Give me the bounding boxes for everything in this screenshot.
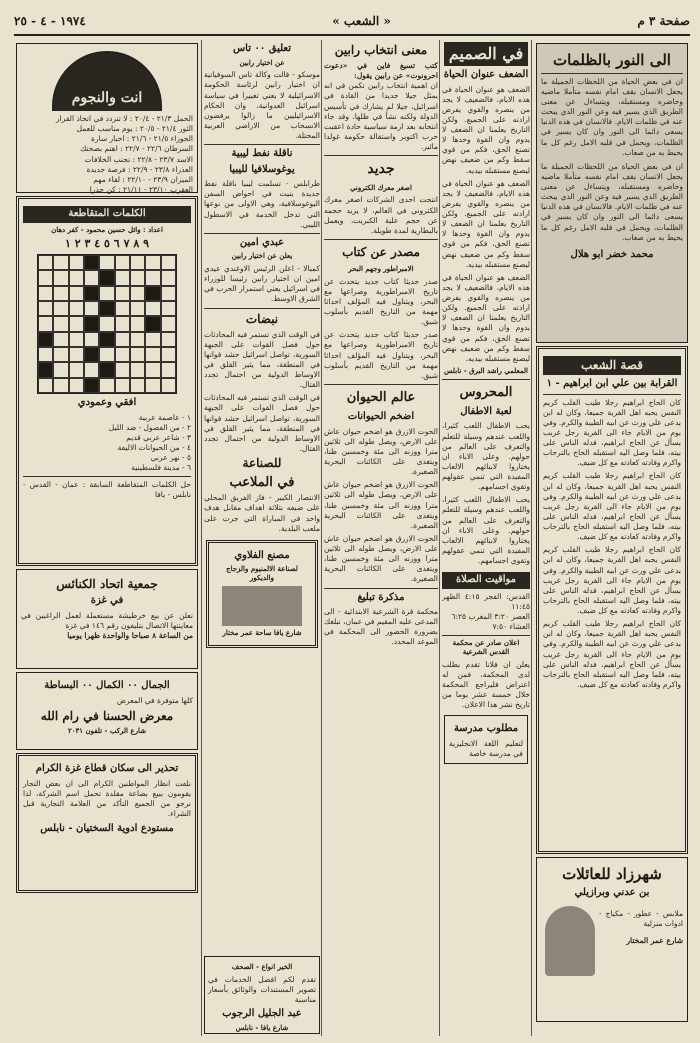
oil-tanker-subhead: يوغوسلافيا لليبيا <box>229 163 295 175</box>
crossword-cell <box>161 378 176 393</box>
crossword-cell <box>53 270 68 285</box>
crossword-cell <box>38 378 53 393</box>
crossword-cell <box>145 378 160 393</box>
story-body-cont: كان الحاج ابراهيم رجلا طيب القلب كريم النفس يحبه اهل القرية جميعا، وكان له ابن يدعى علي ورث عن ابيه الطيبة والكرم. وفي يوم من الايام جاء الى القرية رجل غريب يسأل عن الحاج ابراهيم، فدله الناس على بيته، فلما وصل اليه استقبله الحاج بالترحاب واكرم وفادته كعادته مع كل ضيف. <box>543 471 681 542</box>
crossword-banner: الكلمات المتقاطعة <box>23 206 191 223</box>
ad-subtitle: بن عدني وبرازيلي <box>574 886 650 898</box>
assoc-city: في غزة <box>90 595 124 606</box>
notice-title: اعلان صادر عن محكمة القدس الشرعية <box>452 638 520 656</box>
story-section-banner: قصة الشعب <box>543 356 681 375</box>
crossword-cell <box>38 286 53 301</box>
warning-signature: مستودع ادوية السختيان - نابلس <box>40 823 174 834</box>
story-body-cont: كان الحاج ابراهيم رجلا طيب القلب كريم النفس يحبه اهل القرية جميعا، وكان له ابن يدعى علي ورث عن ابيه الطيبة والكرم. وفي يوم من الايام جاء الى القرية رجل غريب يسأل عن الحاج ابراهيم، فدله الناس على بيته، فلما وصل اليه استقبله الحاج بالترحاب واكرم وفادته كعادته مع كل ضيف. <box>543 545 681 615</box>
crossword-cell <box>38 316 53 331</box>
crossword-cell <box>130 316 145 331</box>
crossword-cell <box>53 347 68 362</box>
memo-body: محكمة قرة الشرعية الابتدائية - الى المدعى عليه المقيم في عمان، نبلغك بضرورة الحضور الى المحكمة في الموعد المحدد. <box>324 607 438 647</box>
crossword-cell <box>161 301 176 316</box>
kids-body-cont: يحب الاطفال اللعب كثيرا، واللعب عندهم وسيلة للتعلم والتعرف على العالم من حولهم. وعلى الاباء ان يختاروا لابنائهم الالعاب المفيدة التي تنمي عقولهم وتقوي اجسامهم. <box>442 495 530 565</box>
ad-items: ملابس - عطور - مكياج - ادوات منزلية <box>599 909 683 929</box>
wanted-body: لتعليم اللغة الانجليزية في مدرسة خاصة <box>449 738 523 758</box>
warning-body: نلفت انظار المواطنين الكرام الى ان بعض التجار يقومون ببيع بضاعة مقلدة تحمل اسم الشركة، لذا نرجو من الجميع التأكد من العلامة التجارية قبل الشراء. <box>23 778 191 818</box>
crossword-cell <box>84 378 99 393</box>
story-title: القرابة بين علي ابن ابراهيم - ١ <box>546 378 678 389</box>
ad-address: شارع عمر المختار <box>626 935 683 945</box>
section-logo: في الصميم <box>444 42 528 66</box>
news-body-cont: في الوقت الذي تستمر فيه المحادثات حول فصل القوات على الجبهة السورية، تواصل اسرائيل حشد قواتها في المنطقة، مما يثير القلق في الاوساط الدولية من احتمال تجدد القتال. <box>204 393 320 453</box>
crossword-cell <box>115 255 130 270</box>
beauty-ad <box>16 672 198 750</box>
crossword-clue: ٦ - مدينة فلسطينية <box>131 463 191 473</box>
masthead <box>14 8 690 36</box>
amin-subhead: يعلن عن اختيار رابين <box>231 251 293 261</box>
column4-title: تعليق ٠٠ تاس <box>232 43 292 54</box>
prayer-time: القدس: الفجر ٤:١٥ الظهر ١١:٤٥ <box>442 591 530 611</box>
book-logo: مصدر عن كتاب <box>342 244 420 259</box>
feature-body-cont: ان في بعض الحياة من اللحظات الجميلة ما يجعل الانسان يقف امام نفسه متأملا ماضيه وحاضره ومستقبله، ويتساءل عن معنى الطريق الذي يسير فيه وعن النور الذي يبحث عنه في ظلمات الايام. فالانسان في هذه الدنيا يسعى دائما الى النور وان كان يسير في الظلمات، ويحمل في قلبه الامل رغم كل ما يحيط به من صعاب. <box>541 161 683 242</box>
bottom-ad-body: تقدم لكم افضل الخدمات في تصوير المستندات والوثائق بأسعار مناسبة <box>208 974 316 1004</box>
crossword-cell <box>145 347 160 362</box>
crossword-solution: حل الكلمات المتقاطعة السابقة : عمان - القدس - نابلس - يافا <box>23 480 191 500</box>
newspaper-page <box>14 8 690 1036</box>
wanted-title: مطلوب مدرسة <box>453 723 519 735</box>
crossword-cell <box>53 286 68 301</box>
horoscope-sign: الجوزاء ٢١/٥ - ٢١/٦ : اخبار سارة <box>91 134 193 144</box>
animals-body-cont: الحوت الازرق هو اضخم حيوان عاش على الارض، ويصل طوله الى ثلاثين مترا ووزنه الى مئة وخمسين طنا، ويتغذى على الكائنات البحرية الصغيرة. <box>324 533 438 584</box>
crossword-cell <box>84 270 99 285</box>
news-title: نبضات <box>245 311 279 326</box>
crossword-cell <box>69 332 84 347</box>
crossword-cell <box>69 301 84 316</box>
column-rule <box>439 40 440 1036</box>
column-rule <box>201 40 202 1036</box>
crossword-cell <box>53 378 68 393</box>
beauty-address: شارع الركب - تلفون ٢٠٣١ <box>68 725 146 735</box>
animals-body-cont: الحوت الازرق هو اضخم حيوان عاش على الارض، ويصل طوله الى ثلاثين مترا ووزنه الى مئة وخمسين طنا، ويتغذى على الكائنات البحرية الصغيرة. <box>324 480 438 530</box>
churches-ad <box>16 569 198 669</box>
horoscope-sign: الاسد ٢٣/٧ - ٢٢/٨ : تجنب الخلافات <box>84 154 193 164</box>
crossword-box <box>16 196 198 566</box>
crossword-cell <box>69 316 84 331</box>
story-box <box>536 346 688 854</box>
crossword-clue: ٤ - من الحيوانات الاليفة <box>117 442 191 452</box>
crossword-cell <box>145 316 160 331</box>
crossword-cell <box>130 378 145 393</box>
crossword-clue: ٢ - من الفصول - ضد الليل <box>108 422 191 432</box>
column2-title: الضعف عنوان الحياة <box>443 69 529 80</box>
crossword-cell <box>69 378 84 393</box>
column-4 <box>204 40 320 1036</box>
story-body-cont: كان الحاج ابراهيم رجلا طيب القلب كريم النفس يحبه اهل القرية جميعا، وكان له ابن يدعى علي ورث عن ابيه الطيبة والكرم. وفي يوم من الايام جاء الى القرية رجل غريب يسأل عن الحاج ابراهيم، فدله الناس على بيته، فلما وصل اليه استقبله الحاج بالترحاب واكرم وفادته كعادته مع كل ضيف. <box>543 619 681 689</box>
column2-body: الضعف هو عنوان الحياة في هذه الايام، فالضعيف لا يجد من ينصره والقوي يفرض ارادته على الجميع. ولكن التاريخ يعلمنا ان الضعف لا يدوم وان القوة وحدها لا تصنع الحق، فكم من قوي سقط وكم من ضعيف نهض ليصنع مستقبله بيديه. <box>442 84 530 175</box>
crossword-cell <box>115 270 130 285</box>
crossword-cell <box>84 362 99 377</box>
crossword-author: اعداد : وائل حسين محمود - كفر دهان <box>51 224 163 234</box>
ad-title: شهرزاد للعائلات <box>562 865 662 883</box>
notice-body: يعلن ان فلانا تقدم بطلب لدى المحكمة، فمن له اعتراض فليراجع المحكمة خلال خمسة عشر يوما من تاريخ نشر هذا الاعلان. <box>442 659 530 710</box>
memo-title: مذكرة تبليغ <box>357 591 405 603</box>
crossword-cell <box>38 270 53 285</box>
factory-address: شارع يافا ساحة عمر مختار <box>222 627 302 637</box>
wanted-ad <box>444 715 528 764</box>
crossword-cell <box>84 255 99 270</box>
crossword-cell <box>161 316 176 331</box>
crossword-cell <box>115 347 130 362</box>
new-body: انتجت احدى الشركات اصغر معرك الكتروني في العالم، لا يزيد حجمه عن حجم علبة الكبريت، ويعمل بالبطارية لمدة طويلة. <box>324 195 438 235</box>
crossword-cell <box>115 301 130 316</box>
model-photo <box>545 906 595 976</box>
beauty-name: معرض الحسنا في رام الله <box>40 708 174 723</box>
crossword-cell <box>115 286 130 301</box>
crossword-cell <box>99 316 114 331</box>
crossword-cell <box>115 378 130 393</box>
book-title: الامبراطور وجهم البحر <box>348 263 414 273</box>
animals-body: الحوت الازرق هو اضخم حيوان عاش على الارض، ويصل طوله الى ثلاثين مترا ووزنه الى مئة وخمسين طنا، ويتغذى على الكائنات البحرية الصغيرة. <box>324 426 438 477</box>
assoc-body: تعلن عن بيع خرطيشة مستعملة لعمل الراغبين في معاينتها الاتصال بتليفون رقم ١٤٦ في غزة <box>21 610 193 630</box>
crossword-cell <box>115 332 130 347</box>
crossword-clue: ١ - عاصمة عربية <box>138 412 191 422</box>
new-logo: جديد <box>367 161 395 178</box>
prayer-banner: مواقيت الصلاة <box>442 572 530 589</box>
feature-byline: محمد خضر ابو هلال <box>570 248 654 260</box>
crossword-grid <box>37 254 177 394</box>
crossword-clue: ٥ - نهر عربي <box>150 453 191 462</box>
factory-ad <box>206 540 318 648</box>
plays-body: الانتصار الكبير - فاز الفريق المحلي على ضيفه بثلاثة اهداف مقابل هدف واحد في المباراة التي جرت على ملعب البلدية. <box>204 493 320 533</box>
crossword-cell <box>69 347 84 362</box>
issue-date: ١٩٧٤ - ٤ - ٢٥ <box>14 13 86 28</box>
column3-subtitle: كتب تسيغ فاين في «دعوت احرونوت» عن رابين يقول: <box>324 61 438 81</box>
assoc-title: جمعية اتحاد الكنائس <box>56 577 158 591</box>
crossword-cell <box>130 347 145 362</box>
horoscope-sign: العقرب ٢٣/١٠ - ٢١/١١ : كن حذرا <box>89 184 193 194</box>
crossword-cell <box>161 332 176 347</box>
paper-name: « الشعب » <box>332 13 391 28</box>
column3-body: ان اهمية انتخاب رابين تكمن في انه يمثل جيلا جديدا من القادة في اسرائيل، جيلا لم يشارك في تأسيس الدولة ولكنه نشأ في ظلها. وقد جاء انتخابه بعد ازمة سياسية حادة اعقبت حرب اكتوبر واستقالة حكومة غولدا مائير. <box>324 81 438 151</box>
crossword-cell <box>130 286 145 301</box>
animals-logo: عالم الحيوان <box>346 389 416 405</box>
crossword-cell <box>53 332 68 347</box>
crossword-cell <box>99 332 114 347</box>
column-rule <box>531 40 532 1036</box>
crossword-cell <box>130 362 145 377</box>
shahrazad-ad <box>536 857 688 1022</box>
crossword-cell <box>69 362 84 377</box>
animals-title: اضخم الحيوانات <box>347 411 415 423</box>
crossword-cell <box>69 255 84 270</box>
horoscope-sign: الثور ٢١/٤ - ٢٠/٥ : يوم مناسب للعمل <box>76 124 193 134</box>
book-body-cont: صدر حديثا كتاب جديد يتحدث عن تاريخ الامبراطورية وصراعها مع البحر، ويتناول فيه المؤلف احداثا مهمة من التاريخ القديم بأسلوب شيق. <box>324 330 438 380</box>
tech-logo: للصناعة <box>242 456 282 470</box>
column2-body-cont: الضعف هو عنوان الحياة في هذه الايام، فالضعيف لا يجد من ينصره والقوي يفرض ارادته على الجميع. ولكن التاريخ يعلمنا ان الضعف لا يدوم وان القوة وحدها لا تصنع الحق، فكم من قوي سقط وكم من ضعيف نهض ليصنع مستقبله بيديه. <box>442 272 530 363</box>
crossword-cell <box>84 286 99 301</box>
warning-ad <box>16 753 198 893</box>
crossword-cell <box>161 270 176 285</box>
column-left <box>14 40 200 1036</box>
plays-logo: في الملاعب <box>229 475 295 490</box>
horoscope-title <box>21 51 193 111</box>
crossword-cell <box>53 316 68 331</box>
factory-body: لصناعة الالمنيوم والزجاج والديكور <box>226 564 298 582</box>
crossword-column-numbers: ٩ ٨ ٧ ٦ ٥ ٤ ٣ ٢ ١ <box>64 237 150 251</box>
crossword-cell <box>84 301 99 316</box>
crossword-cell <box>130 270 145 285</box>
crossword-cell <box>161 255 176 270</box>
bottom-ad-address: شارع يافا - نابلس <box>235 1022 289 1032</box>
crossword-cell <box>53 255 68 270</box>
horoscope-sign: الميزان ٢٣/٩ - ٢٢/١٠ : لقاء مهم <box>93 174 193 184</box>
assoc-time: من الساعة ٨ صباحا والواحدة ظهرا يوميا <box>67 630 193 640</box>
crossword-cell <box>145 362 160 377</box>
column2-body-cont: الضعف هو عنوان الحياة في هذه الايام، فالضعيف لا يجد من ينصره والقوي يفرض ارادته على الجميع. ولكن التاريخ يعلمنا ان الضعف لا يدوم وان القوة وحدها لا تصنع الحق، فكم من قوي سقط وكم من ضعيف نهض ليصنع مستقبله بيديه. <box>442 178 530 269</box>
horoscope-box <box>16 43 198 193</box>
crossword-cell <box>84 347 99 362</box>
crossword-cell <box>145 286 160 301</box>
bottom-ad <box>204 956 320 1034</box>
beauty-title: الجمال ٠٠ الكمال ٠٠ البساطة <box>44 680 170 691</box>
crossword-cell <box>99 378 114 393</box>
column-3 <box>324 40 438 1036</box>
crossword-cell <box>99 301 114 316</box>
story-body: كان الحاج ابراهيم رجلا طيب القلب كريم النفس يحبه اهل القرية جميعا، وكان له ابن يدعى علي ورث عن ابيه الطيبة والكرم. وفي يوم من الايام جاء الى القرية رجل غريب يسأل عن الحاج ابراهيم، فدله الناس على بيته، فلما وصل اليه استقبله الحاج بالترحاب واكرم وفادته كعادته مع كل ضيف. <box>543 397 681 468</box>
horoscope-sign: السرطان ٢٢/٦ - ٢٢/٧ : اهتم بصحتك <box>80 144 193 154</box>
crossword-cell <box>145 255 160 270</box>
crossword-cell <box>130 255 145 270</box>
crossword-cell <box>115 316 130 331</box>
factory-title: مصنع الفلاوي <box>234 549 290 561</box>
prayer-time: العصر ٣:٢٠ المغرب ٦:٢٥ <box>451 611 530 621</box>
crossword-cell <box>115 362 130 377</box>
column4-body: موسكو - قالت وكالة تاس السوفياتية ان اختيار رابين لرئاسة الحكومة الاسرائيلية لا يعني تغييرا في سياسة اسرائيل العدوانية، وان الحكام الاسرائيليين ما زالوا يرفضون الانسحاب من الاراضي العربية المحتلة. <box>204 70 320 140</box>
column4-subtitle: عن اختيار رابين <box>239 57 285 67</box>
prayer-time: العشاء ٧:٥٠ <box>492 622 530 631</box>
oil-tanker-body: طرابلس - تسلمت ليبيا ناقلة نفط جديدة بنيت في احواض السفن اليوغوسلافية، وهي الاولى من نوعها التي تدخل الخدمة في الاسطول الليبي. <box>204 179 320 229</box>
news-body: في الوقت الذي تستمر فيه المحادثات حول فصل القوات على الجبهة السورية، تواصل اسرائيل حشد قواتها في المنطقة، مما يثير القلق في الاوساط الدولية من احتمال تجدد القتال. <box>204 329 320 390</box>
new-subtitle: اصغر معرك الكتروني <box>350 182 412 192</box>
beauty-body: كلها متوفرة في المعرض <box>116 695 193 705</box>
crossword-cell <box>99 347 114 362</box>
crossword-cell <box>38 362 53 377</box>
crossword-cell <box>130 301 145 316</box>
kids-title: لعبة الاطفال <box>460 405 512 417</box>
crossword-cell <box>84 332 99 347</box>
horoscope-sign: الحمل ٢١/٣ - ٢٠/٤ : لا تتردد في اتخاذ القرار <box>56 114 193 123</box>
crossword-cell <box>161 362 176 377</box>
crossword-cell <box>53 301 68 316</box>
column-2 <box>442 40 530 1036</box>
crossword-cell <box>38 332 53 347</box>
kids-body: يحب الاطفال اللعب كثيرا، واللعب عندهم وسيلة للتعلم والتعرف على العالم من حولهم. وعلى الاباء ان يختاروا لابنائهم الالعاب المفيدة التي تنمي عقولهم وتقوي اجسامهم. <box>442 421 530 492</box>
crossword-cell <box>145 270 160 285</box>
kids-logo: المحروس <box>459 384 513 400</box>
crossword-cell <box>99 270 114 285</box>
crossword-cell <box>38 255 53 270</box>
bottom-ad-title: الخير انواع - الصحف <box>231 962 293 971</box>
column2-byline: المعلمي راشد البرق - نابلس <box>444 365 528 375</box>
crossword-cell <box>69 286 84 301</box>
bottom-ad-name: عبد الجليل الرجوب <box>222 1008 302 1020</box>
horoscope-sign: العذراء ٢٣/٨ - ٢٢/٩ : فرصة جديدة <box>86 164 193 174</box>
crossword-clue: ٣ - شاعر عربي قديم <box>126 432 191 442</box>
crossword-cell <box>99 255 114 270</box>
crossword-cell <box>145 301 160 316</box>
crossword-cell <box>84 316 99 331</box>
crossword-clues-label: افقي وعمودي <box>77 397 137 408</box>
page-label: صفحة ٣ م <box>637 13 690 28</box>
crossword-cell <box>161 286 176 301</box>
crossword-cell <box>130 332 145 347</box>
column-rule <box>321 40 322 1036</box>
crossword-cell <box>99 362 114 377</box>
factory-illustration <box>222 586 302 626</box>
crossword-cell <box>38 347 53 362</box>
feature-body: ان في بعض الحياة من اللحظات الجميلة ما يجعل الانسان يقف امام نفسه متأملا ماضيه وحاضره ومستقبله، ويتساءل عن معنى الطريق الذي يسير فيه وعن النور الذي يبحث عنه في ظلمات الايام. فالانسان في هذه الدنيا يسعى دائما الى النور وان كان يسير في الظلمات، ويحمل في قلبه الامل رغم كل ما يحيط به من صعاب. <box>541 76 683 157</box>
column3-title: معنى انتخاب رابين <box>334 43 428 57</box>
warning-title: تحذير الى سكان قطاع غزة الكرام <box>35 763 179 774</box>
crossword-cell <box>53 362 68 377</box>
column-right <box>534 40 690 1036</box>
book-body: صدر حديثا كتاب جديد يتحدث عن تاريخ الامبراطورية وصراعها مع البحر، ويتناول فيه المؤلف احداثا مهمة من التاريخ القديم بأسلوب شيق. <box>324 276 438 327</box>
zodiac-emblem: انت والنجوم <box>52 51 162 111</box>
oil-tanker-head: ناقلة نفط ليبية <box>231 148 293 160</box>
feature-article <box>536 43 688 343</box>
crossword-cell <box>38 301 53 316</box>
crossword-cell <box>145 332 160 347</box>
crossword-cell <box>69 270 84 285</box>
amin-head: عبدي امين <box>239 236 285 248</box>
amin-body: كمبالا - اعلن الرئيس الاوغندي عيدي امين ان اختيار رابين رئيسا للوزراء في اسرائيل يعني استمرار الحرب في الشرق الاوسط. <box>204 264 320 304</box>
crossword-cell <box>99 286 114 301</box>
crossword-cell <box>161 347 176 362</box>
feature-title: الى النور بالظلمات <box>553 51 671 69</box>
